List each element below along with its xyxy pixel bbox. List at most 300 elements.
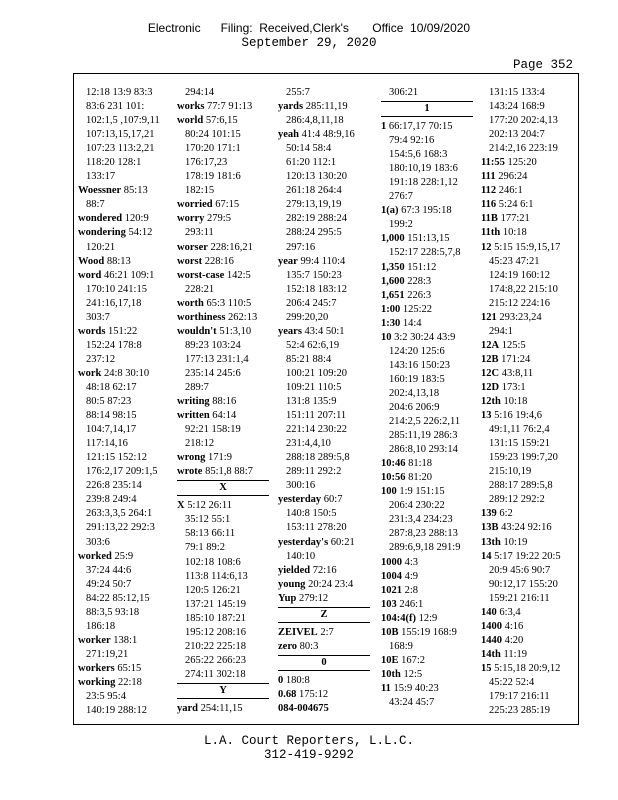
index-word: working xyxy=(78,676,116,688)
index-entry: 12 5:15 15:9,15,17 xyxy=(481,241,561,253)
index-word: 10 xyxy=(381,331,392,343)
index-ref-line: 120:13 130:20 xyxy=(286,171,347,183)
index-ref-line: 135:7 150:23 xyxy=(286,269,342,281)
index-ref-line: 177:20 202:4,13 xyxy=(489,115,558,127)
index-ref-line: 131:8 135:9 xyxy=(286,396,337,408)
index-word: 0 xyxy=(278,674,284,686)
index-word: works xyxy=(177,101,205,113)
index-word: yeah xyxy=(278,129,299,141)
index-ref-line: 231:3,4 234:23 xyxy=(389,514,453,526)
index-entry: 100 1:9 151:15 xyxy=(381,486,445,498)
index-ref-line: 199:2 xyxy=(389,219,413,231)
index-ref-line: 235:14 245:6 xyxy=(185,367,241,379)
index-word: 1:00 xyxy=(381,303,401,315)
index-ref-line: 299:20,20 xyxy=(286,311,329,323)
index-word: 1:30 xyxy=(381,317,401,329)
index-word: 116 xyxy=(481,199,497,211)
index-ref-line: 291:13,22 292:3 xyxy=(86,522,155,534)
index-word: X xyxy=(177,500,185,512)
index-word: 15 xyxy=(481,662,492,674)
index-ref-line: 214:2,5 226:2,11 xyxy=(389,416,461,428)
index-word: 104:4(f) xyxy=(381,612,416,624)
index-word: 140 xyxy=(481,606,497,618)
index-word: 13th xyxy=(481,536,501,548)
index-ref-line: 140:8 150:5 xyxy=(286,508,337,520)
index-ref-line: 107:23 113:2,21 xyxy=(86,143,155,155)
index-ref-line: 88:14 98:15 xyxy=(86,410,137,422)
index-entry: 1000 4:3 xyxy=(381,556,419,568)
index-entry: 1:30 14:4 xyxy=(381,317,422,329)
index-word: word xyxy=(78,269,102,281)
index-ref-line: 37:24 44:6 xyxy=(86,564,132,576)
index-ref-line: 286:8,10 293:14 xyxy=(389,444,458,456)
index-ref-line: 289:11 292:2 xyxy=(286,466,342,478)
index-word: 11:55 xyxy=(481,157,505,169)
index-word: yielded xyxy=(278,564,311,576)
index-entry: 12B 171:24 xyxy=(481,353,531,365)
index-ref-line: 131:15 159:21 xyxy=(489,438,550,450)
index-word: 14th xyxy=(481,648,501,660)
index-word: worth xyxy=(177,297,204,309)
index-ref-line: 102:1,5 ,107:9,11 xyxy=(86,115,160,127)
index-entry: years 43:4 50:1 xyxy=(278,325,345,337)
index-entry: 1,600 228:3 xyxy=(381,275,432,287)
index-word: year xyxy=(278,255,298,267)
index-ref-line: 170:10 241:15 xyxy=(86,283,147,295)
index-ref-line: 176:17,23 xyxy=(185,157,228,169)
index-entry: world 57:6,15 xyxy=(177,115,238,127)
index-ref-line: 61:20 112:1 xyxy=(286,157,337,169)
index-word: 1,651 xyxy=(381,289,405,301)
index-entry: yesterday 60:7 xyxy=(278,494,343,506)
index-ref-line: 241:16,17,18 xyxy=(86,297,142,309)
index-ref-line: 49:24 50:7 xyxy=(86,578,132,590)
filing-stamp-line: Electronic Filing: Received,Clerk's Office 10/09/2020 xyxy=(147,21,471,35)
index-entry: 1,000 151:13,15 xyxy=(381,233,450,245)
index-ref-line: 45:22 52:4 xyxy=(489,676,535,688)
index-entry: writing 88:16 xyxy=(177,396,237,408)
index-ref-line: 288:17 289:5,8 xyxy=(489,480,553,492)
page-number: Page 352 xyxy=(512,58,573,72)
index-ref-line: 154:5,6 168:3 xyxy=(389,149,448,161)
index-entry: works 77:7 91:13 xyxy=(177,101,253,113)
index-ref-line: 303:6 xyxy=(86,536,110,548)
index-word: Woessner xyxy=(78,185,122,197)
index-ref-line: 133:17 xyxy=(86,171,116,183)
index-entry: 12A 125:5 xyxy=(481,339,526,351)
index-word: yard xyxy=(177,702,198,714)
index-ref-line: 89:23 103:24 xyxy=(185,339,241,351)
index-entry: 1021 2:8 xyxy=(381,584,419,596)
index-entry: Woessner 85:13 xyxy=(78,185,148,197)
index-column-5 xyxy=(481,86,575,718)
index-ref-line: 109:21 110:5 xyxy=(286,381,342,393)
index-word: 103 xyxy=(381,598,397,610)
index-entry: 121 293:23,24 xyxy=(481,311,542,323)
index-entry: 1:00 125:22 xyxy=(381,303,433,315)
index-entry: 1,651 226:3 xyxy=(381,289,432,301)
index-ref-line: 228:21 xyxy=(185,283,215,295)
index-entry: wondering 54:12 xyxy=(78,227,153,239)
index-ref-line: 120:21 xyxy=(86,241,116,253)
index-ref-line: 58:13 66:11 xyxy=(185,528,236,540)
index-entry: 13B 43:24 92:16 xyxy=(481,522,552,534)
index-ref-line: 289:12 292:2 xyxy=(489,494,545,506)
index-word: 100 xyxy=(381,486,397,498)
index-word: Wood xyxy=(78,255,105,267)
index-word: 0.68 xyxy=(278,688,297,700)
index-entry: work 24:8 30:10 xyxy=(78,367,150,379)
index-ref-line: 237:12 xyxy=(86,353,116,365)
index-entry: worried 67:15 xyxy=(177,199,240,211)
index-entry: yielded 72:16 xyxy=(278,564,337,576)
index-ref-line: 160:19 183:5 xyxy=(389,373,445,385)
index-ref-line: 202:13 204:7 xyxy=(489,129,545,141)
index-column-1 xyxy=(78,86,172,718)
index-ref-line: 48:18 62:17 xyxy=(86,381,137,393)
index-word: words xyxy=(78,325,106,337)
index-ref-line: 271:19,21 xyxy=(86,648,129,660)
index-word: yards xyxy=(278,101,304,113)
index-ref-line: 117:14,16 xyxy=(86,438,128,450)
index-ref-line: 143:24 168:9 xyxy=(489,101,545,113)
index-ref-line: 84:22 85:12,15 xyxy=(86,592,150,604)
index-ref-line: 143:16 150:23 xyxy=(389,359,450,371)
index-ref-line: 92:21 158:19 xyxy=(185,424,241,436)
index-entry: 131:15 133:4 xyxy=(489,87,545,98)
index-ref-line: 285:11,19 286:3 xyxy=(389,430,458,442)
index-word: yesterday xyxy=(278,494,322,506)
index-word: 10B xyxy=(381,626,399,638)
index-entry: worry 279:5 xyxy=(177,213,231,225)
index-ref-line: 289:7 xyxy=(185,381,209,393)
index-word: 1000 xyxy=(381,556,402,568)
index-ref-line: 210:22 225:18 xyxy=(185,640,246,652)
index-word: worst-case xyxy=(177,269,225,281)
index-column-4 xyxy=(381,86,475,710)
index-word: 10th xyxy=(381,668,401,680)
index-word: wrong xyxy=(177,452,206,464)
index-entry: yards 285:11,19 xyxy=(278,101,348,113)
index-ref-line: 168:9 xyxy=(389,640,413,652)
index-word: 1021 xyxy=(381,584,402,596)
index-ref-line: 52:4 62:6,19 xyxy=(286,339,340,351)
index-column-3 xyxy=(278,86,372,716)
index-entry: word 46:21 109:1 xyxy=(78,269,155,281)
index-word: 14 xyxy=(481,550,492,562)
index-entry: 1,350 151:12 xyxy=(381,261,437,273)
index-entry xyxy=(278,702,372,716)
index-word: wondering xyxy=(78,227,126,239)
index-entry: yesterday's 60:21 xyxy=(278,536,355,548)
index-ref-line: 50:14 58:4 xyxy=(286,143,332,155)
index-word: 1400 xyxy=(481,620,502,632)
index-entry: 12th 10:18 xyxy=(481,396,528,408)
index-entry: 11th 10:18 xyxy=(481,227,527,239)
index-entry: 10:56 81:20 xyxy=(381,472,433,484)
index-entry: 15 5:15,18 20:9,12 xyxy=(481,662,561,674)
index-ref-line: 113:8 114:6,13 xyxy=(185,570,248,582)
index-ref-line: 231:4,4,10 xyxy=(286,438,331,450)
index-word: ZEIVEL xyxy=(278,626,318,638)
index-entry: yard 254:11,15 xyxy=(177,702,243,714)
index-ref-line: 226:8 235:14 xyxy=(86,480,142,492)
index-ref-line: 297:16 xyxy=(286,241,316,253)
index-entry: 10 3:2 30:24 43:9 xyxy=(381,331,456,343)
index-word: 112 xyxy=(481,185,497,197)
index-ref-line: 182:15 xyxy=(185,185,215,197)
transcript-date: September 29, 2020 xyxy=(241,36,377,50)
index-entry: year 99:4 110:4 xyxy=(278,255,346,267)
index-entry: 140 6:3,4 xyxy=(481,606,521,618)
index-entry: 294:14 xyxy=(185,87,215,98)
index-ref-line: 49:1,11 76:2,4 xyxy=(489,424,550,436)
index-entry: working 22:18 xyxy=(78,676,142,688)
index-ref-line: 174:8,22 215:10 xyxy=(489,283,558,295)
index-word: 11 xyxy=(381,682,391,694)
index-ref-line: 79:1 89:2 xyxy=(185,542,225,554)
index-entry: wrote 85:1,8 88:7 xyxy=(177,466,253,478)
index-word: 139 xyxy=(481,508,497,520)
index-entry: 10:46 81:18 xyxy=(381,458,433,470)
index-ref-line: 107:13,15,17,21 xyxy=(86,129,155,141)
index-entry: 1004 4:9 xyxy=(381,570,419,582)
index-ref-line: 279:13,19,19 xyxy=(286,199,342,211)
index-ref-line: 221:14 230:22 xyxy=(286,424,347,436)
index-ref-line: 80:24 101:15 xyxy=(185,129,241,141)
index-ref-line: 140:10 xyxy=(286,550,316,562)
index-ref-line: 282:19 288:24 xyxy=(286,213,347,225)
index-entry: 10th 12:5 xyxy=(381,668,423,680)
index-ref-line: 102:18 108:6 xyxy=(185,556,241,568)
index-entry: 13th 10:19 xyxy=(481,536,528,548)
index-word: worser xyxy=(177,241,208,253)
index-ref-line: 265:22 266:23 xyxy=(185,654,246,666)
index-word: wouldn't xyxy=(177,325,217,337)
index-ref-line: 186:18 xyxy=(86,620,116,632)
index-ref-line: 180:10,19 183:6 xyxy=(389,163,458,175)
index-entry: Yup 279:12 xyxy=(278,592,329,604)
index-ref-line: 121:15 152:12 xyxy=(86,452,147,464)
index-ref-line: 206:4 230:22 xyxy=(389,500,445,512)
index-ref-line: 23:5 95:4 xyxy=(86,691,126,703)
index-ref-line: 261:18 264:4 xyxy=(286,185,342,197)
index-word: 13B xyxy=(481,522,499,534)
index-word: 10:46 xyxy=(381,458,406,470)
index-word: 13 xyxy=(481,410,492,422)
index-ref-line: 124:19 160:12 xyxy=(489,269,550,281)
index-word: writing xyxy=(177,396,210,408)
index-entry: 306:21 xyxy=(389,87,419,98)
index-ref-line: 179:17 216:11 xyxy=(489,691,550,703)
index-ref-line: 176:2,17 209:1,5 xyxy=(86,466,158,478)
index-entry: worthiness 262:13 xyxy=(177,311,258,323)
index-word: 1,000 xyxy=(381,233,405,245)
index-ref-line: 288:18 289:5,8 xyxy=(286,452,350,464)
index-ref-line: 286:4,8,11,18 xyxy=(286,115,344,127)
index-entry: young 20:24 23:4 xyxy=(278,578,354,590)
index-ref-line: 289:6,9,18 291:9 xyxy=(389,542,461,554)
index-entry: Wood 88:13 xyxy=(78,255,131,267)
index-word: 12 xyxy=(481,241,492,253)
index-entry: worser 228:16,21 xyxy=(177,241,253,253)
index-word: wrote xyxy=(177,466,203,478)
index-column-2 xyxy=(177,86,271,716)
index-entry: wondered 120:9 xyxy=(78,213,149,225)
index-entry: 11:55 125:20 xyxy=(481,157,537,169)
index-entry: wrong 171:9 xyxy=(177,452,232,464)
index-ref-line: 293:11 xyxy=(185,227,214,239)
index-entry: 1(a) 67:3 195:18 xyxy=(381,205,452,217)
index-word: written xyxy=(177,410,210,422)
index-entry: 104:4(f) 12:9 xyxy=(381,612,438,624)
index-ref-line: 79:4 92:16 xyxy=(389,135,435,147)
index-ref-line: 191:18 228:1,12 xyxy=(389,177,458,189)
index-word: 10:56 xyxy=(381,472,406,484)
section-letter: 0 xyxy=(278,655,370,671)
index-word: 11th xyxy=(481,227,501,239)
index-word: zero xyxy=(278,640,298,652)
index-word: yesterday's xyxy=(278,536,329,548)
index-word: 1004 xyxy=(381,570,402,582)
index-word: 121 xyxy=(481,311,497,323)
index-ref-line: 118:20 128:1 xyxy=(86,157,142,169)
index-ref-line: 90:12,17 155:20 xyxy=(489,578,558,590)
index-entry: words 151:22 xyxy=(78,325,138,337)
index-entry: workers 65:15 xyxy=(78,662,142,674)
index-ref-line: 43:24 45:7 xyxy=(389,696,435,708)
index-ref-line: 137:21 145:19 xyxy=(185,598,246,610)
index-entry: 1400 4:16 xyxy=(481,620,524,632)
index-ref-line: 140:19 288:12 xyxy=(86,705,147,717)
reporter-name: L.A. Court Reporters, L.L.C. xyxy=(203,734,415,748)
index-word: 12th xyxy=(481,396,501,408)
index-entry: worth 65:3 110:5 xyxy=(177,297,252,309)
index-word: 084-004675 xyxy=(278,702,329,714)
index-ref-line: 88:3,5 93:18 xyxy=(86,606,140,618)
index-ref-line: 206:4 245:7 xyxy=(286,297,337,309)
index-entry: 116 5:24 6:1 xyxy=(481,199,534,211)
index-ref-line: 204:6 206:9 xyxy=(389,401,440,413)
index-word: young xyxy=(278,578,306,590)
index-ref-line: 202:4,13,18 xyxy=(389,387,440,399)
index-entry: 12D 173:1 xyxy=(481,381,526,393)
index-word: 12B xyxy=(481,353,499,365)
section-letter: 1 xyxy=(381,101,473,117)
index-entry: 1 66:17,17 70:15 xyxy=(381,121,453,133)
index-entry: 112 246:1 xyxy=(481,185,523,197)
index-ref-line: 239:8 249:4 xyxy=(86,494,137,506)
index-word: 11B xyxy=(481,213,498,225)
index-word: 1,600 xyxy=(381,275,405,287)
index-entry: 13 5:16 19:4,6 xyxy=(481,410,542,422)
index-word: 12A xyxy=(481,339,500,351)
index-word: 12D xyxy=(481,381,500,393)
index-entry: ZEIVEL 2:7 xyxy=(278,626,334,638)
index-ref-line: 120:5 126:21 xyxy=(185,584,241,596)
index-ref-line: 152:18 183:12 xyxy=(286,283,347,295)
index-ref-line: 195:12 208:16 xyxy=(185,626,246,638)
index-ref-line: 218:12 xyxy=(185,438,215,450)
index-word: 1,350 xyxy=(381,261,405,273)
index-word: 10E xyxy=(381,654,399,666)
index-ref-line: 214:2,16 223:19 xyxy=(489,143,558,155)
index-ref-line: 35:12 55:1 xyxy=(185,514,231,526)
index-entry: X 5:12 26:11 xyxy=(177,500,233,512)
index-word: Yup xyxy=(278,592,297,604)
index-word: worker xyxy=(78,634,111,646)
index-entry: worst-case 142:5 xyxy=(177,269,251,281)
index-ref-line: 215:10,19 xyxy=(489,466,532,478)
index-entry: 0.68 175:12 xyxy=(278,688,329,700)
index-word: worked xyxy=(78,550,112,562)
index-word: 1440 xyxy=(481,634,502,646)
reporter-phone: 312-419-9292 xyxy=(263,748,354,762)
index-entry: 14th 11:19 xyxy=(481,648,527,660)
index-ref-line: 274:11 302:18 xyxy=(185,668,246,680)
index-ref-line: 83:6 231 101: xyxy=(86,101,145,113)
index-entry: wouldn't 51:3,10 xyxy=(177,325,252,337)
index-word: world xyxy=(177,115,204,127)
index-ref-line: 104:7,14,17 xyxy=(86,424,137,436)
index-entry: 111 296:24 xyxy=(481,171,528,183)
index-word: 12C xyxy=(481,367,500,379)
index-entry: 12:18 13:9 83:3 xyxy=(86,87,153,98)
index-ref-line: 124:20 125:6 xyxy=(389,345,445,357)
index-entry: 12C 43:8,11 xyxy=(481,367,534,379)
index-word: 1 xyxy=(381,121,387,133)
index-entry: worked 25:9 xyxy=(78,550,134,562)
index-ref-line: 263:3,3,5 264:1 xyxy=(86,508,153,520)
section-letter: Y xyxy=(177,683,269,699)
index-ref-line: 300:16 xyxy=(286,480,316,492)
index-entry: worst 228:16 xyxy=(177,255,234,267)
index-ref-line: 153:11 278:20 xyxy=(286,522,347,534)
index-ref-line: 178:19 181:6 xyxy=(185,171,241,183)
index-ref-line: 288:24 295:5 xyxy=(286,227,342,239)
index-word: years xyxy=(278,325,302,337)
index-word: worst xyxy=(177,255,203,267)
index-word: 111 xyxy=(481,171,496,183)
index-entry: 10E 167:2 xyxy=(381,654,426,666)
index-ref-line: 287:8,23 288:13 xyxy=(389,528,458,540)
index-ref-line: 100:21 109:20 xyxy=(286,367,347,379)
index-ref-line: 225:23 285:19 xyxy=(489,705,550,717)
index-entry: worker 138:1 xyxy=(78,634,138,646)
index-ref-line: 215:12 224:16 xyxy=(489,297,550,309)
index-ref-line: 20:9 45:6 90:7 xyxy=(489,564,551,576)
index-entry: yeah 41:4 48:9,16 xyxy=(278,129,355,141)
index-entry: 139 6:2 xyxy=(481,508,513,520)
index-word: workers xyxy=(78,662,115,674)
index-word: worried xyxy=(177,199,213,211)
index-ref-line: 185:10 187:21 xyxy=(185,612,246,624)
index-entry: 14 5:17 19:22 20:5 xyxy=(481,550,561,562)
index-entry: 255:7 xyxy=(286,87,310,98)
index-ref-line: 276:7 xyxy=(389,191,413,203)
index-ref-line: 45:23 47:21 xyxy=(489,255,540,267)
index-ref-line: 88:7 xyxy=(86,199,105,211)
index-entry: 103 246:1 xyxy=(381,598,424,610)
index-word: worthiness xyxy=(177,311,226,323)
section-letter: X xyxy=(177,480,269,496)
index-word: wondered xyxy=(78,213,123,225)
index-entry: zero 80:3 xyxy=(278,640,319,652)
index-ref-line: 159:21 216:11 xyxy=(489,592,550,604)
index-ref-line: 85:21 88:4 xyxy=(286,353,332,365)
index-ref-line: 151:11 207:11 xyxy=(286,410,347,422)
index-entry: 1440 4:20 xyxy=(481,634,524,646)
